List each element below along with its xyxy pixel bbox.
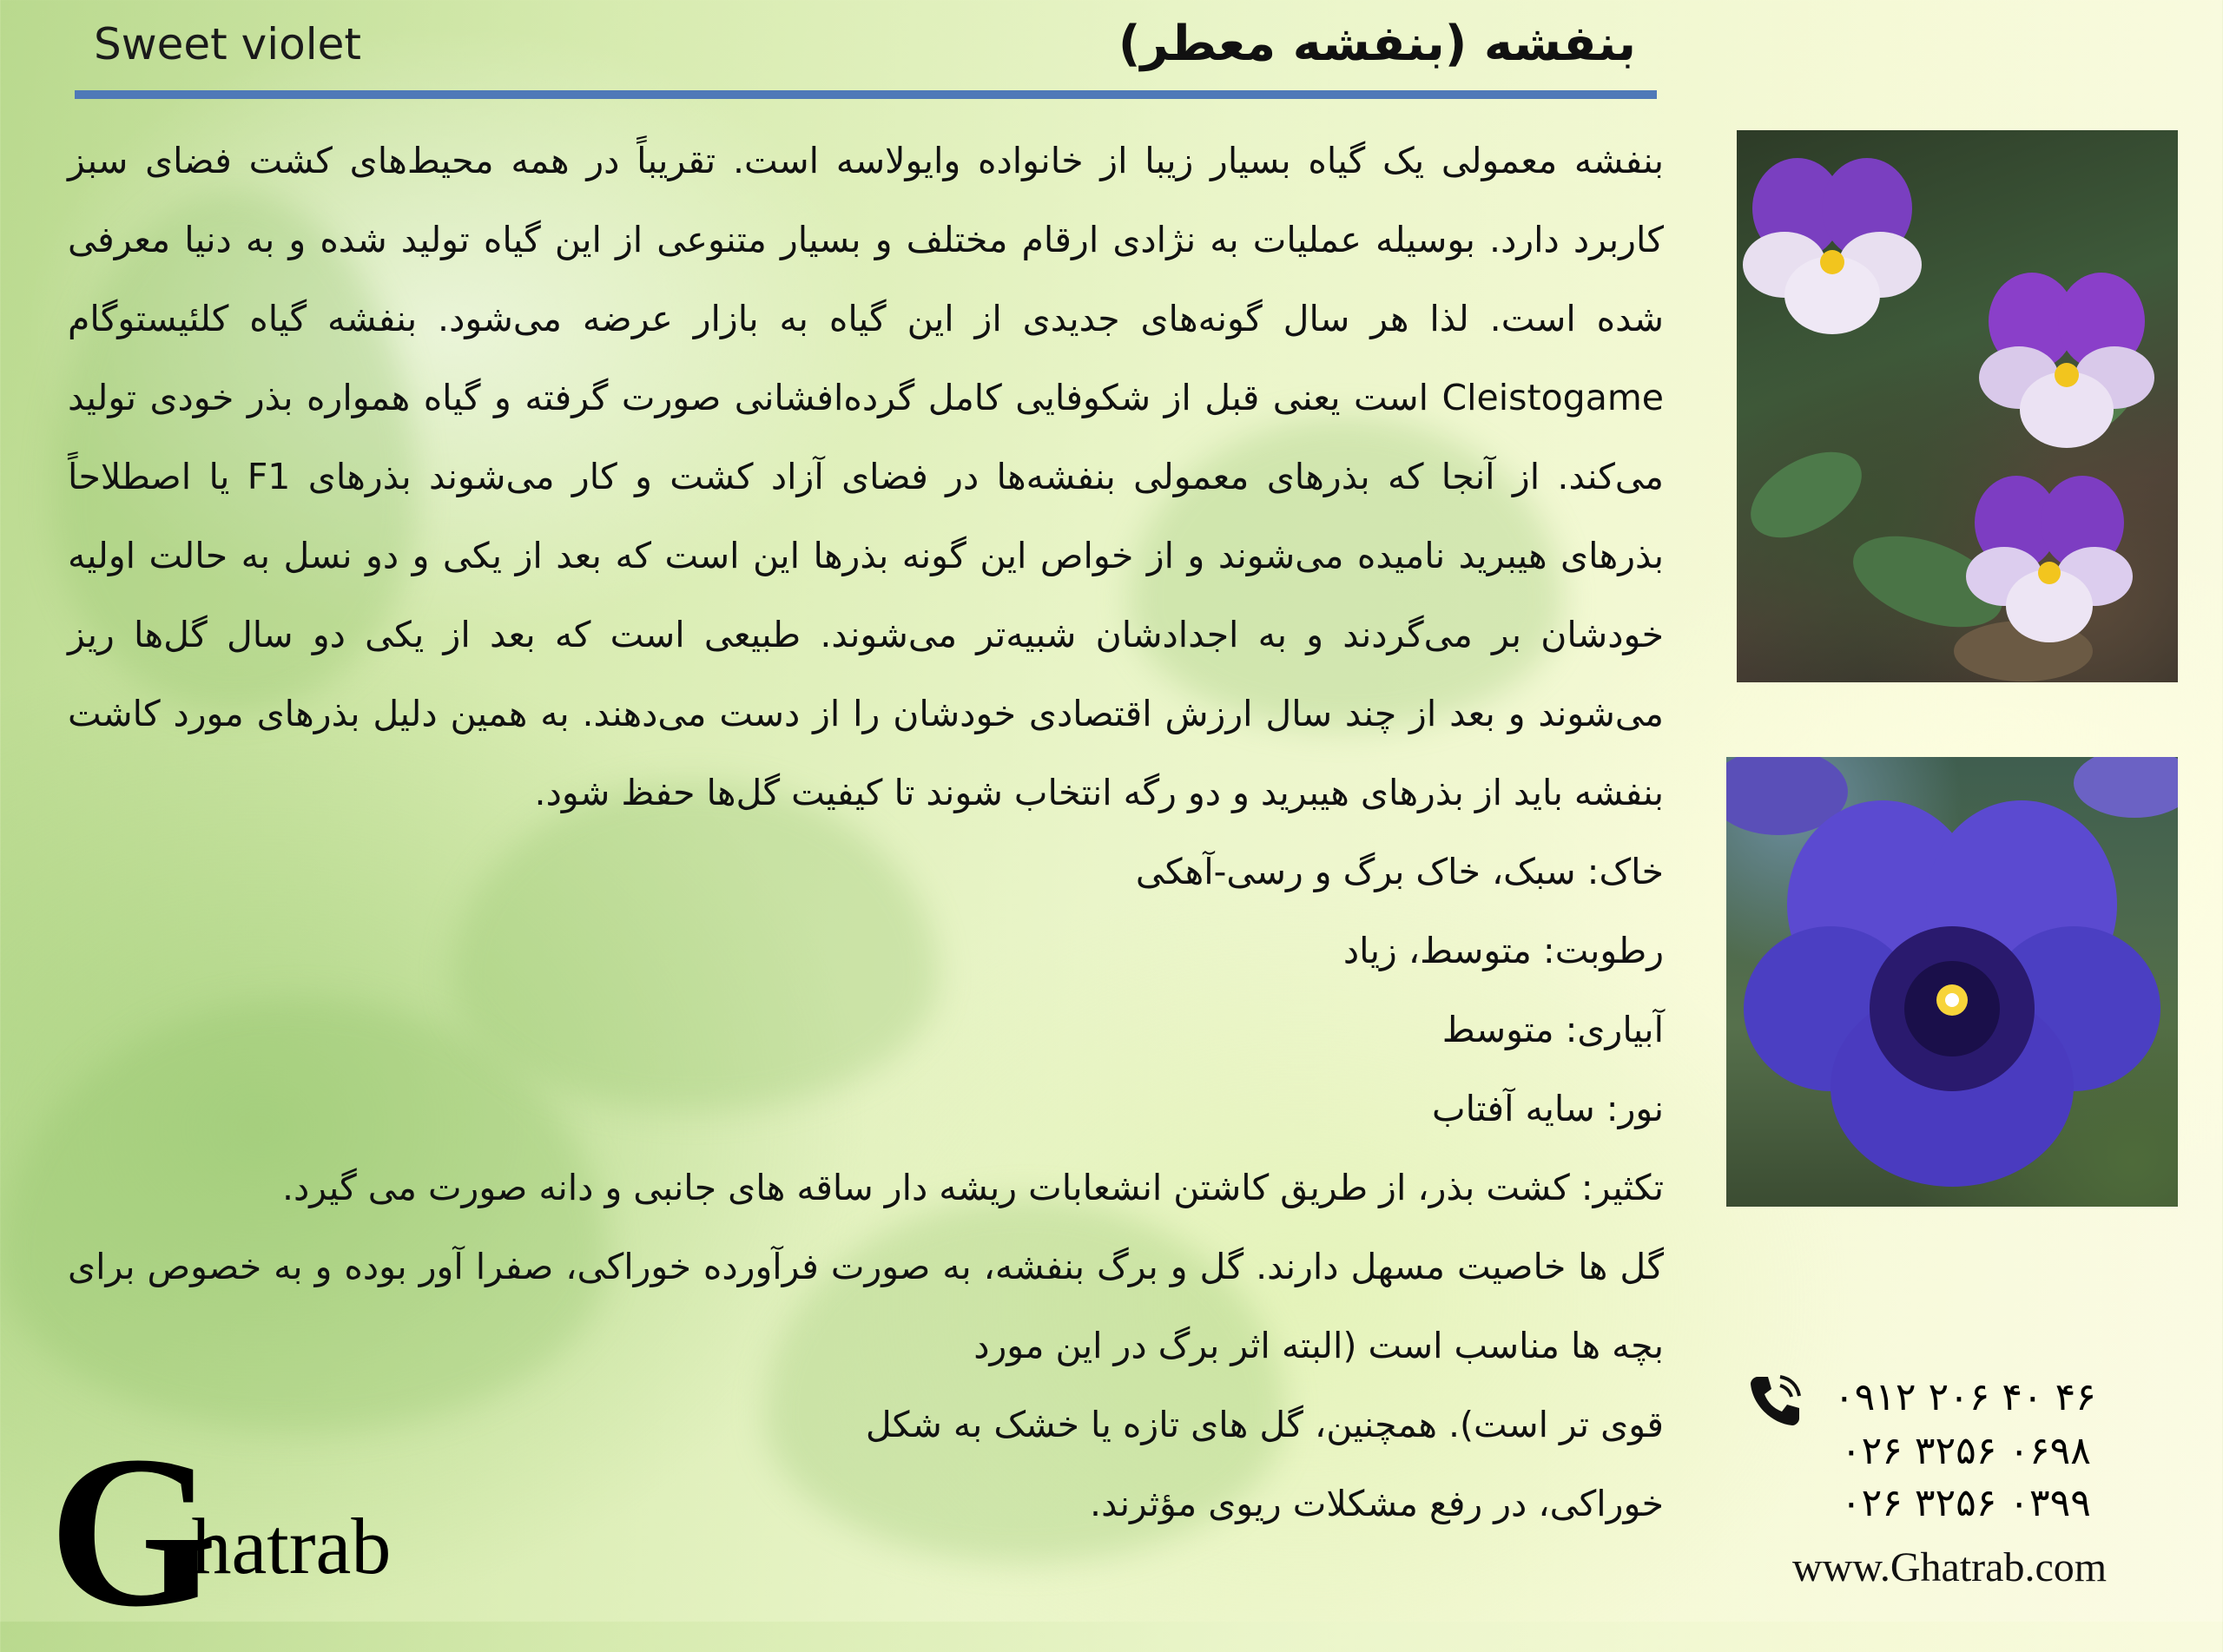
phone-number-3[interactable]: ۰۲۶ ۳۲۵۶ ۰۳۹۹ <box>1841 1481 2091 1525</box>
violet-photo-large-flower <box>1726 757 2178 1207</box>
website-link[interactable]: www.Ghatrab.com <box>1792 1544 2108 1590</box>
uses-line-2: قوی تر است). همچنین، گل های تازه یا خشک به شکل <box>865 1404 1664 1445</box>
title-divider <box>75 90 1657 99</box>
persian-title: بنفشه (بنفشه معطر) <box>1118 16 1636 72</box>
uses-line-1: گل ها خاصیت مسهل دارند. گل و برگ بنفشه، به صورت فرآورده خوراکی، صفرا آور بوده و به خصوص برای بچه ها مناسب است (البته اثر برگ در این مورد <box>68 1246 1664 1366</box>
ghatrab-logo <box>49 1412 392 1652</box>
intro-paragraph: بنفشه معمولی یک گیاه بسیار زیبا از خانواده وایولاسه است. تقریباً در همه محیط‌های کشت فضای سبز کاربرد دارد. بوسیله عملیات به نژادی ارقام مختلف و بسیار متنوعی از این گیاه تولید شده و به دنیا معرفی شده است. لذا هر سال گونه‌های جدیدی از این گیاه به بازار عرضه می‌شود. بنفشه گیاه کلئیستوگام Cleistogame است یعنی قبل از شکوفایی کامل گرده‌افشانی صورت گرفته و گیاه همواره بذر خودی تولید می‌کند. از آنجا که بذرهای معمولی بنفشه‌ها در فضای آزاد کشت و کار می‌شوند بذرهای F1 یا اصطلاحاً بذرهای هیبرید نامیده می‌شوند و از خواص این گونه بذرها این است که بعد از یکی و دو نسل به حالت اولیه خودشان بر می‌گردند و به اجدادشان شبیه‌تر می‌شوند. طبیعی است که بعد از یکی دو سال گل‌ها ریز می‌شوند و بعد از چند سال ارزش اقتصادی خودشان را از دست می‌دهند. به همین دلیل بذرهای مورد کاشت بنفشه باید از بذرهای هیبرید و دو رگه انتخاب شوند تا کیفیت گل‌ها حفظ شود. <box>68 140 1665 813</box>
violet-photo-small-flowers <box>1737 130 2178 682</box>
light-line: نور: سایه آفتاب <box>1432 1088 1664 1129</box>
logo-initial: G <box>49 1412 218 1652</box>
english-title: Sweet violet <box>94 19 361 69</box>
propagation-line: تکثیر: کشت بذر، از طریق کاشتن انشعابات ریشه دار ساقه های جانبی و دانه صورت می گیرد. <box>281 1167 1664 1208</box>
phone-number-1[interactable]: ۰۹۱۲ ۲۰۶ ۴۰ ۴۶ <box>1834 1375 2096 1419</box>
article-body <box>68 122 1664 1543</box>
humidity-line: رطوبت: متوسط، زیاد <box>1342 930 1664 971</box>
phone-icon <box>1745 1370 1806 1431</box>
violet-cluster-illustration <box>1737 130 2178 682</box>
phone-number-2[interactable]: ۰۲۶ ۳۲۵۶ ۰۶۹۸ <box>1841 1429 2091 1473</box>
uses-line-3: خوراکی، در رفع مشکلات ریوی مؤثرند. <box>1090 1483 1664 1524</box>
soil-line: خاک: سبک، خاک برگ و رسی-آهکی <box>1135 851 1664 892</box>
irrigation-line: آبیاری: متوسط <box>1441 1009 1664 1050</box>
logo-rest: hatrab <box>191 1502 392 1590</box>
pansy-illustration <box>1726 757 2178 1207</box>
